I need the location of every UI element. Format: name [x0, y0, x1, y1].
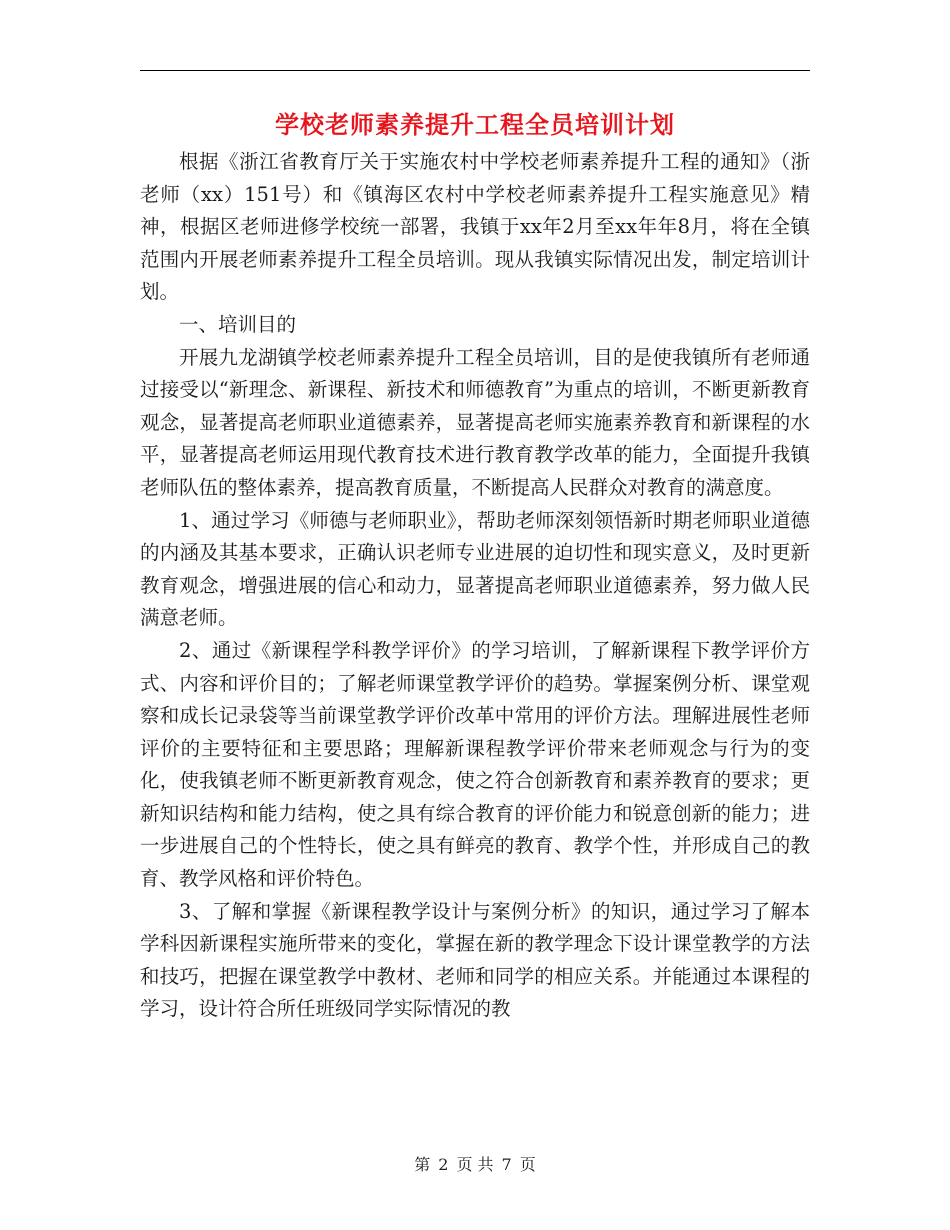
paragraph-item-1: 1、通过学习《师德与老师职业》，帮助老师深刻领悟新时期老师职业道德的内涵及其基本要求，正确认识老师专业进展的迫切性和现实意义，及时更新教育观念，增强进展的信心和动力，显著提高老师职业道德素养，努力做人民满意老师。 [140, 508, 810, 630]
footer-suffix: 页 [519, 1155, 536, 1174]
footer-total-pages: 7 [501, 1155, 512, 1174]
paragraph-purpose: 开展九龙湖镇学校老师素养提升工程全员培训，目的是使我镇所有老师通过接受以“新理念、新课程、新技术和师德教育”为重点的培训，不断更新教育观念，显著提高老师职业道德素养，显著提高老师实施素养教育和新课程的水平，显著提高老师运用现代教育技术进行教育教学改革的能力，全面提升我镇老师队伍的整体素养，提高教育质量，不断提高人民群众对教育的满意度。 [140, 345, 810, 499]
footer-mid: 页 共 [456, 1155, 494, 1174]
page-footer [140, 1154, 810, 1176]
document-body [140, 146, 810, 1026]
footer-prefix: 第 [414, 1155, 431, 1174]
section-heading-purpose: 一、培训目的 [179, 312, 297, 336]
document-title: 学校老师素养提升工程全员培训计划 [275, 110, 675, 139]
header-rule [140, 70, 810, 71]
paragraph-item-3: 3、了解和掌握《新课程教学设计与案例分析》的知识，通过学习了解本学科因新课程实施所带来的变化，掌握在新的教学理念下设计课堂教学的方法和技巧，把握在课堂教学中教材、老师和同学的相应关系。并能通过本课程的学习，设计符合所任班级同学实际情况的教 [140, 899, 810, 1021]
paragraph-item-2: 2、通过《新课程学科教学评价》的学习培训，了解新课程下教学评价方式、内容和评价目的；了解老师课堂教学评价的趋势。掌握案例分析、课堂观察和成长记录袋等当前课堂教学评价改革中常用的评价方法。理解进展性老师评价的主要特征和主要思路；理解新课程教学评价带来老师观念与行为的变化，使我镇老师不断更新教育观念，使之符合创新教育和素养教育的要求；更新知识结构和能力结构，使之具有综合教育的评价能力和锐意创新的能力；进一步进展自己的个性特长，使之具有鲜亮的教育、教学个性，并形成自己的教育、教学风格和评价特色。 [140, 638, 810, 891]
paragraph-intro: 根据《浙江省教育厅关于实施农村中学校老师素养提升工程的通知》（浙老师（xx）151号）和《镇海区农村中学校老师素养提升工程实施意见》精神，根据区老师进修学校统一部署，我镇于xx年2月至xx年年8月，将在全镇范围内开展老师素养提升工程全员培训。现从我镇实际情况出发，制定培训计划。 [140, 150, 810, 304]
footer-current-page: 2 [438, 1155, 449, 1174]
